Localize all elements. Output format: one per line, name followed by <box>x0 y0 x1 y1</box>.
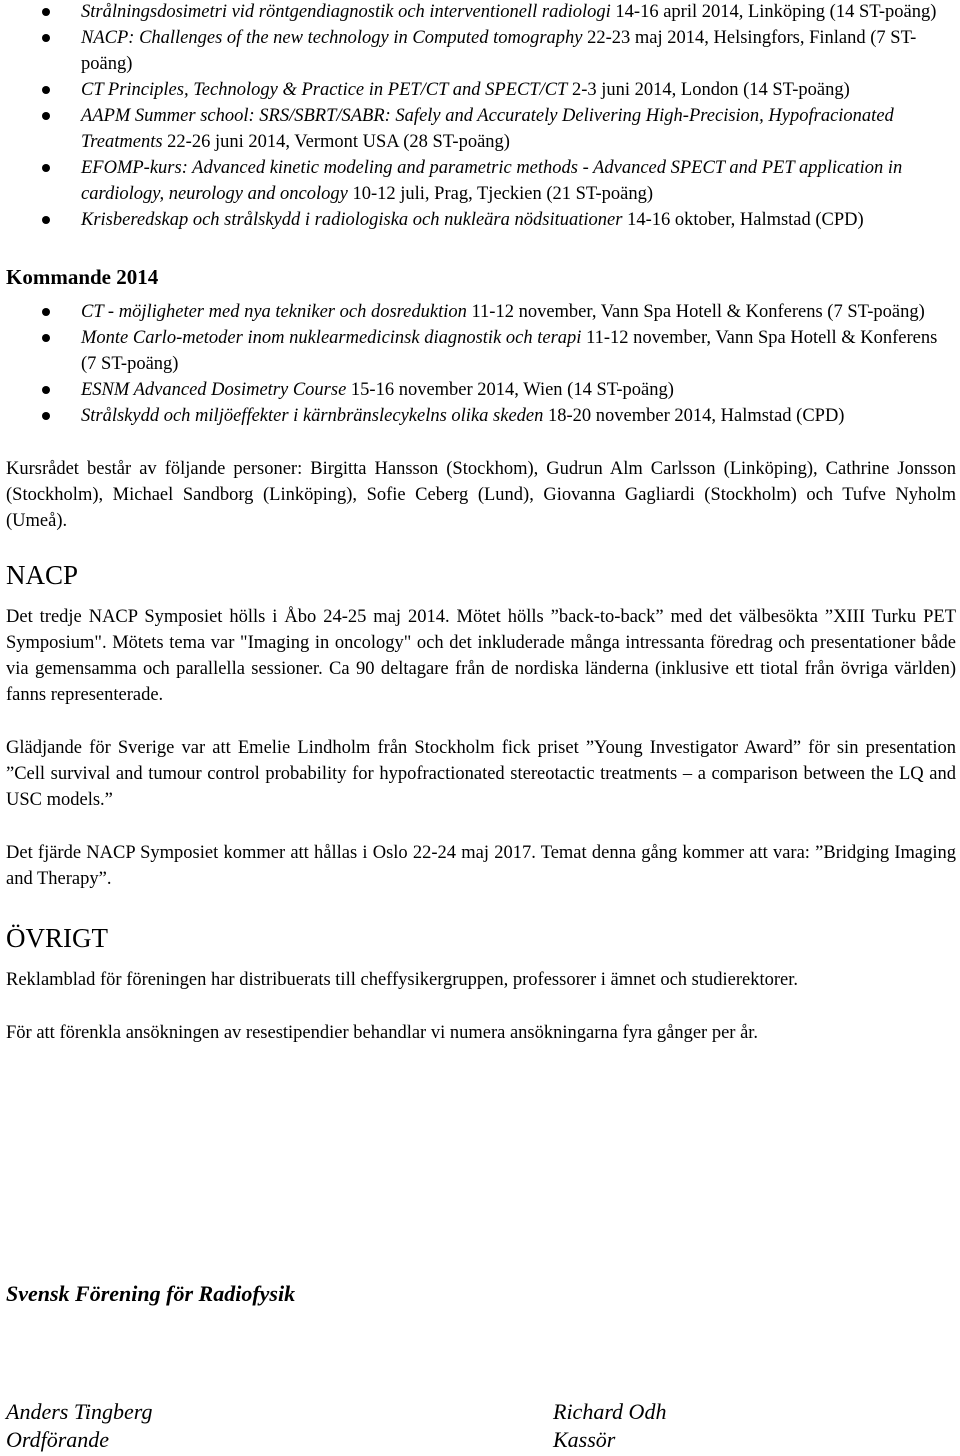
ovrigt-paragraph-2: För att förenkla ansökningen av resestipendier behandlar vi numera ansökningarna fyra gånger per år. <box>6 1023 759 1043</box>
course-list-2014 <box>0 0 960 233</box>
list-item: Strålskydd och miljöeffekter i kärnbränslecykelns olika skeden 18-20 november 2014, Halmstad (CPD) <box>0 403 960 429</box>
list-item: EFOMP-kurs: Advanced kinetic modeling and parametric methods - Advanced SPECT and PET application in cardiology, neurology and oncology 10-12 juli, Prag, Tjeckien (21 ST-poäng) <box>0 155 960 207</box>
bullet-icon <box>42 216 50 224</box>
list-item: AAPM Summer school: SRS/SBRT/SABR: Safely and Accurately Delivering High-Precision, Hypofracionated Treatments 22-26 juni 2014, Vermont USA (28 ST-poäng) <box>0 103 960 155</box>
bullet-icon <box>42 386 50 394</box>
bullet-icon <box>42 308 50 316</box>
list-item: NACP: Challenges of the new technology in Computed tomography 22-23 maj 2014, Helsingfors, Finland (7 ST-poäng) <box>0 25 960 77</box>
nacp-paragraph-1: Det tredje NACP Symposiet hölls i Åbo 24-25 maj 2014. Mötet hölls ”back-to-back” med det välbesökta ”XIII Turku PET Symposium". Mötets tema var "Imaging in oncology" och det inkluderade många intressanta föredrag och presentationer både via gemensamma och parallella sessioner. Ca 90 deltagare från de nordiska länderna (inklusive ett tiotal från övriga världen) fanns representerade. <box>6 607 956 705</box>
bullet-icon <box>42 334 50 342</box>
ovrigt-paragraph-1: Reklamblad för föreningen har distribuerats till cheffysikergruppen, professorer i ämnet och studierektorer. <box>6 970 798 990</box>
nacp-paragraph-3: Det fjärde NACP Symposiet kommer att hållas i Oslo 22-24 maj 2017. Temat denna gång kommer att vara: ”Bridging Imaging and Therapy”. <box>6 843 956 889</box>
kommande-list <box>0 299 960 429</box>
kommande-heading: Kommande 2014 <box>6 265 159 289</box>
bullet-icon <box>42 34 50 42</box>
signature-role: Kassör <box>553 1427 616 1452</box>
organization-signature: Svensk Förening för Radiofysik <box>6 1281 296 1306</box>
list-item: ESNM Advanced Dosimetry Course 15-16 november 2014, Wien (14 ST-poäng) <box>0 377 960 403</box>
bullet-icon <box>42 8 50 16</box>
nacp-paragraph-2: Glädjande för Sverige var att Emelie Lindholm från Stockholm fick priset ”Young Investigator Award” för sin presentation ”Cell survival and tumour control probability for hypofractionated stereotactic treatments – a comparison between the LQ and USC models.” <box>6 738 956 810</box>
nacp-heading: NACP <box>6 560 79 590</box>
list-item: Krisberedskap och strålskydd i radiologiska och nukleära nödsituationer 14-16 oktober, Halmstad (CPD) <box>0 207 960 233</box>
ovrigt-heading: ÖVRIGT <box>6 923 108 953</box>
bullet-icon <box>42 112 50 120</box>
list-item: Monte Carlo-metoder inom nuklearmedicinsk diagnostik och terapi 11-12 november, Vann Spa Hotell & Konferens (7 ST-poäng) <box>0 325 960 377</box>
kursradet-paragraph: Kursrådet består av följande personer: Birgitta Hansson (Stockhom), Gudrun Alm Carlsson (Linköping), Cathrine Jonsson (Stockholm), Michael Sandborg (Linköping), Sofie Ceberg (Lund), Giovanna Gagliardi (Stockholm) och Tufve Nyholm (Umeå). <box>6 459 956 531</box>
bullet-icon <box>42 164 50 172</box>
list-item: CT Principles, Technology & Practice in PET/CT and SPECT/CT 2-3 juni 2014, London (14 ST-poäng) <box>0 77 960 103</box>
list-item: Strålningsdosimetri vid röntgendiagnostik och interventionell radiologi 14-16 april 2014, Linköping (14 ST-poäng) <box>0 0 960 25</box>
signature-name: Anders Tingberg <box>6 1399 153 1424</box>
list-item: CT - möjligheter med nya tekniker och dosreduktion 11-12 november, Vann Spa Hotell & Konferens (7 ST-poäng) <box>0 299 960 325</box>
signature-role: Ordförande <box>6 1427 110 1452</box>
signature-name: Richard Odh <box>553 1399 667 1424</box>
bullet-icon <box>42 412 50 420</box>
bullet-icon <box>42 86 50 94</box>
